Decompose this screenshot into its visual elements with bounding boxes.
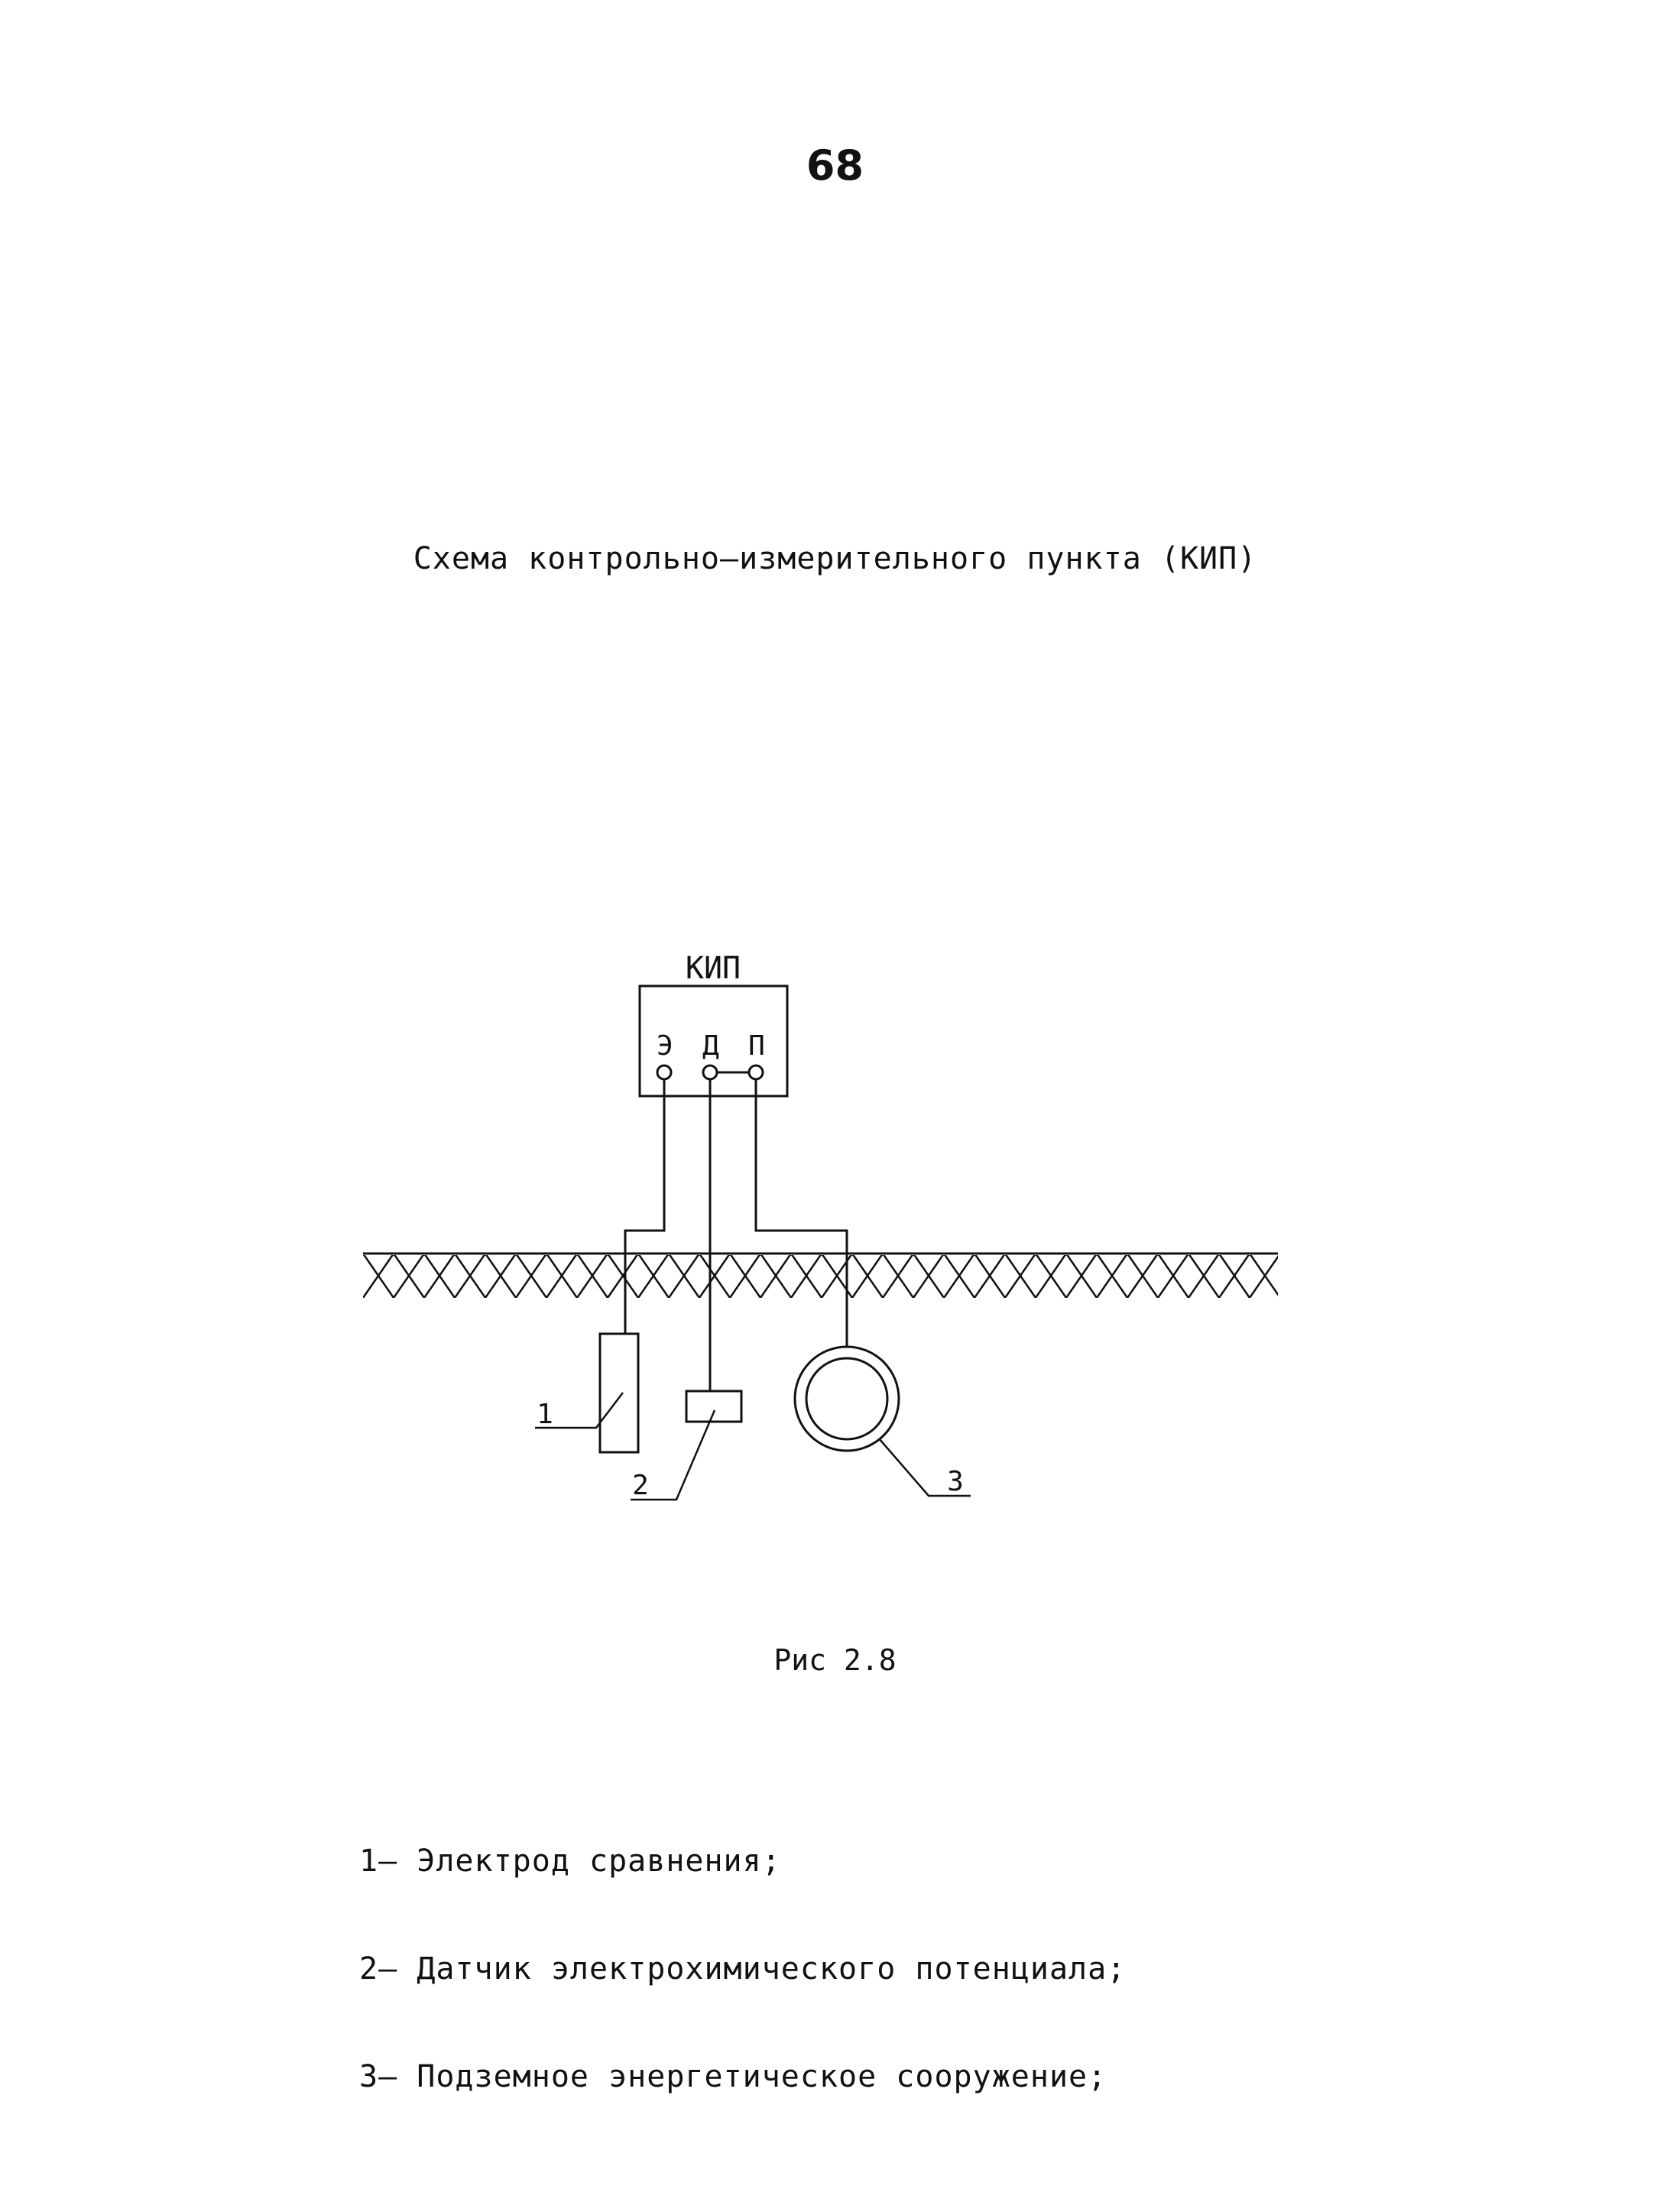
potential-sensor bbox=[686, 1391, 741, 1422]
underground-pipe-outer bbox=[795, 1347, 899, 1451]
callout-1: 1 bbox=[537, 1399, 553, 1430]
legend-item-3: 3– Подземное энергетическое сооружение; bbox=[359, 2059, 1107, 2094]
terminal-p bbox=[749, 1065, 763, 1079]
terminal-e bbox=[657, 1065, 671, 1079]
kip-box-label: КИП bbox=[685, 951, 741, 986]
figure-caption: Рис 2.8 bbox=[773, 1643, 897, 1677]
soil-hatching bbox=[363, 1255, 1278, 1298]
figure-title: Схема контрольно–измерительного пункта (КИП) bbox=[413, 541, 1257, 576]
terminal-d bbox=[703, 1065, 717, 1079]
reference-electrode bbox=[600, 1334, 638, 1452]
legend-item-1: 1– Электрод сравнения; bbox=[359, 1844, 781, 1879]
page-number: 68 bbox=[806, 141, 864, 190]
terminal-label-e: Э bbox=[657, 1030, 673, 1062]
callout-3: 3 bbox=[947, 1466, 964, 1497]
callout-2: 2 bbox=[632, 1470, 649, 1501]
terminal-label-p: П bbox=[748, 1030, 765, 1062]
legend bbox=[359, 1772, 1126, 2131]
legend-item-2: 2– Датчик электрохимического потенциала; bbox=[359, 1951, 1127, 1987]
terminal-label-d: Д bbox=[702, 1030, 719, 1062]
wire-structure bbox=[756, 1079, 847, 1347]
